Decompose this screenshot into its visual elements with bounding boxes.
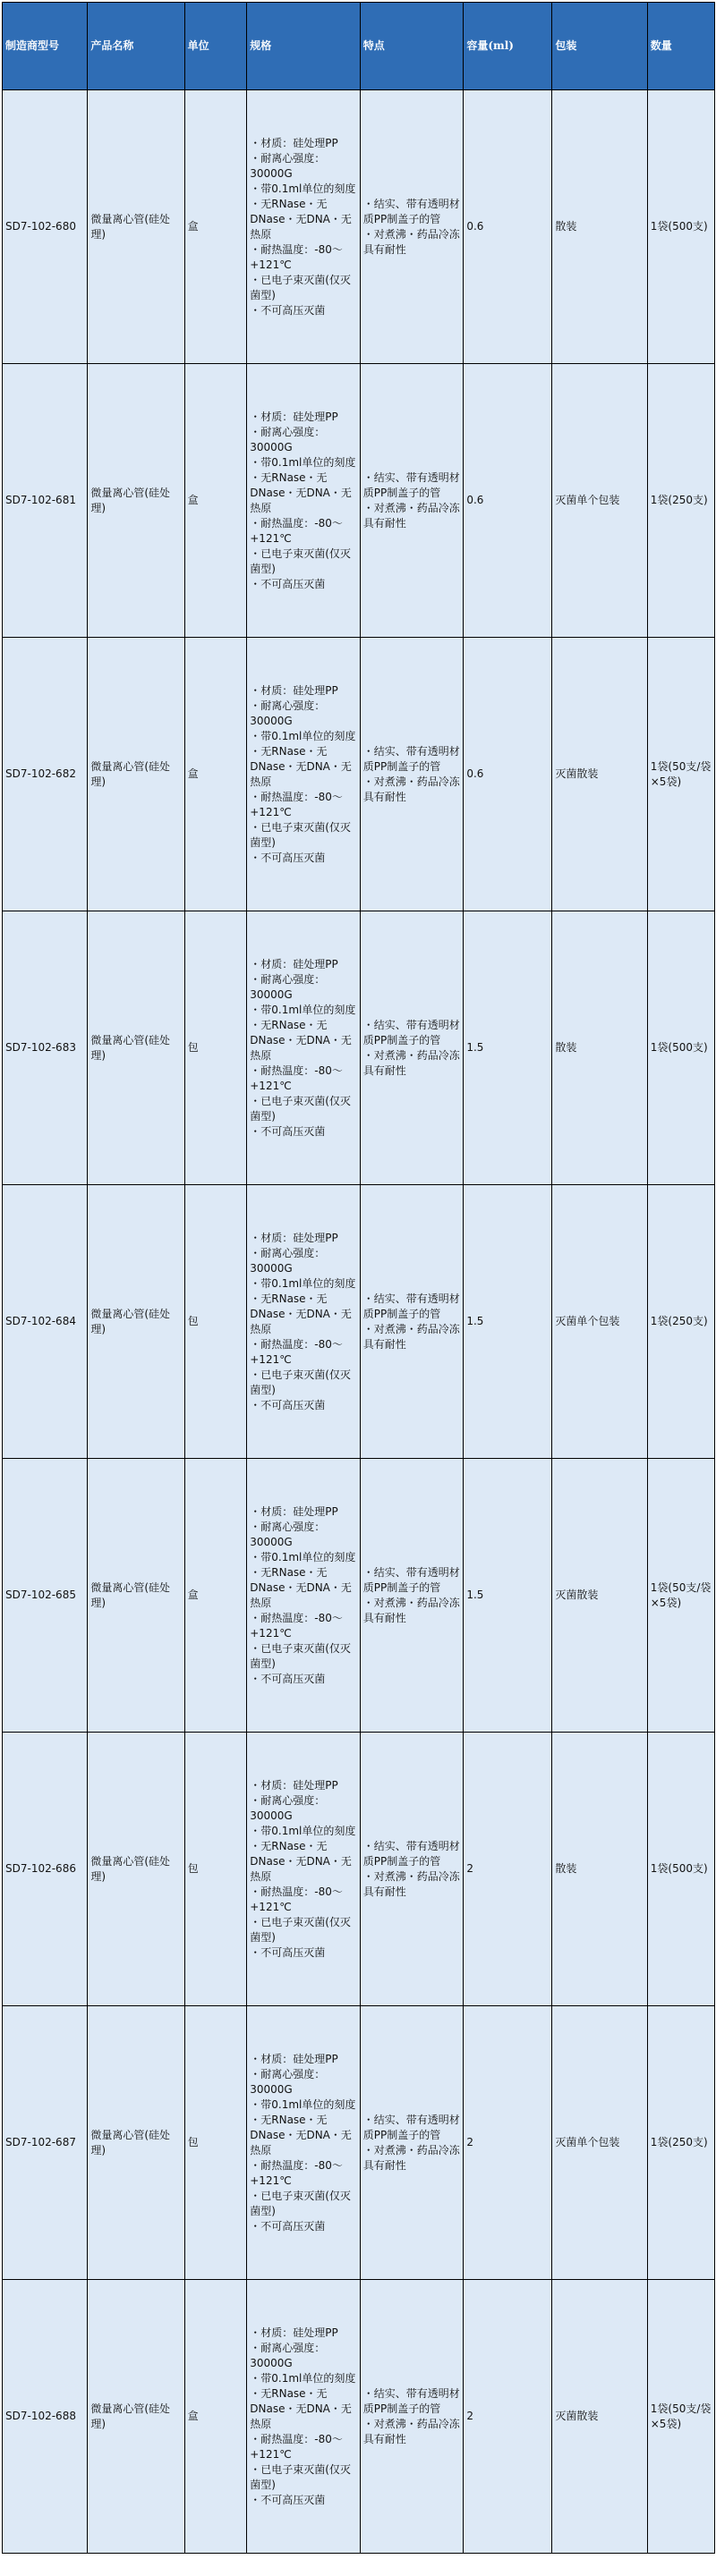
quantity-cell: 1袋(500支) [647,911,714,1185]
spec-line: ・带0.1ml单位的刻度 [250,1003,356,1016]
spec-line: ・无RNase・无DNase・无DNA・无热原 [250,197,352,241]
table-row [3,1459,715,1733]
spec-line: ・已电子束灭菌(仅灭菌型) [250,273,351,301]
table-body [3,90,715,2554]
feature-line: ・对煮沸・药品冷冻具有耐性 [362,501,460,530]
model-cell: SD7-102-681 [3,364,88,638]
feature-line: ・对煮沸・药品冷冻具有耐性 [362,1048,460,1077]
spec-line: ・带0.1ml单位的刻度 [250,2097,356,2111]
feature-line: ・结实、带有透明材质PP制盖子的管 [362,2113,460,2141]
spec-line: ・材质：硅处理PP [250,2052,338,2065]
spec-cell [247,1459,361,1733]
spec-line: ・耐热温度：-80～+121℃ [250,1063,343,1092]
features-cell [360,638,464,911]
spec-cell [247,1185,361,1459]
table-row [3,1733,715,2006]
spec-list [250,1778,357,1961]
feature-list [363,2113,461,2174]
capacity-cell: 0.6 [464,638,552,911]
feature-line: ・结实、带有透明材质PP制盖子的管 [362,1018,460,1046]
capacity-cell: 1.5 [464,911,552,1185]
spec-line: ・不可高压灭菌 [250,2219,326,2233]
spec-line: ・已电子束灭菌(仅灭菌型) [250,1641,351,1670]
spec-line: ・耐离心强度：30000G [250,2067,326,2096]
spec-line: ・已电子束灭菌(仅灭菌型) [250,1368,351,1396]
capacity-cell: 0.6 [464,90,552,364]
features-cell [360,2280,464,2554]
spec-line: ・耐热温度：-80～+121℃ [250,516,343,545]
feature-line: ・对煮沸・药品冷冻具有耐性 [362,227,460,256]
spec-line: ・材质：硅处理PP [250,136,338,149]
feature-list [363,1292,461,1352]
product-name-cell: 微量离心管(硅处理) [88,911,184,1185]
feature-line: ・对煮沸・药品冷冻具有耐性 [362,2417,460,2445]
quantity-cell: 1袋(50支/袋×5袋) [647,1459,714,1733]
feature-list [363,2386,461,2447]
spec-line: ・无RNase・无DNase・无DNA・无热原 [250,1565,352,1609]
quantity-cell: 1袋(500支) [647,90,714,364]
spec-line: ・无RNase・无DNase・无DNA・无热原 [250,2113,352,2157]
header-capacity: 容量(ml) [464,3,552,90]
table-row [3,364,715,638]
spec-line: ・材质：硅处理PP [250,1504,338,1518]
spec-line: ・材质：硅处理PP [250,1778,338,1792]
model-cell: SD7-102-686 [3,1733,88,2006]
spec-line: ・不可高压灭菌 [250,1124,326,1138]
spec-line: ・材质：硅处理PP [250,957,338,970]
spec-list [250,2326,357,2508]
spec-list [250,1504,357,1687]
spec-list [250,410,357,592]
spec-line: ・不可高压灭菌 [250,1945,326,1959]
model-cell: SD7-102-683 [3,911,88,1185]
capacity-cell: 1.5 [464,1185,552,1459]
spec-line: ・带0.1ml单位的刻度 [250,1550,356,1563]
spec-line: ・不可高压灭菌 [250,2493,326,2506]
spec-line: ・耐热温度：-80～+121℃ [250,1611,343,1640]
table-row [3,638,715,911]
quantity-cell: 1袋(250支) [647,2006,714,2280]
feature-line: ・对煮沸・药品冷冻具有耐性 [362,1322,460,1351]
feature-list [363,470,461,531]
spec-cell [247,2280,361,2554]
feature-line: ・结实、带有透明材质PP制盖子的管 [362,1565,460,1594]
model-cell: SD7-102-687 [3,2006,88,2280]
spec-line: ・已电子束灭菌(仅灭菌型) [250,2189,351,2217]
spec-line: ・材质：硅处理PP [250,683,338,697]
package-cell: 灭菌单个包装 [552,1185,647,1459]
table-header-row [3,3,715,90]
header-unit: 单位 [184,3,247,90]
spec-line: ・耐热温度：-80～+121℃ [250,2158,343,2187]
spec-list [250,683,357,866]
product-name-cell: 微量离心管(硅处理) [88,1459,184,1733]
header-model: 制造商型号 [3,3,88,90]
unit-cell: 盒 [184,1459,247,1733]
feature-line: ・结实、带有透明材质PP制盖子的管 [362,1292,460,1320]
product-name-cell: 微量离心管(硅处理) [88,90,184,364]
spec-line: ・耐热温度：-80～+121℃ [250,2432,343,2461]
package-cell: 灭菌单个包装 [552,364,647,638]
unit-cell: 盒 [184,638,247,911]
spec-line: ・不可高压灭菌 [250,577,326,590]
capacity-cell: 2 [464,2006,552,2280]
features-cell [360,90,464,364]
spec-line: ・已电子束灭菌(仅灭菌型) [250,1094,351,1123]
spec-line: ・已电子束灭菌(仅灭菌型) [250,547,351,575]
package-cell: 灭菌单个包装 [552,2006,647,2280]
header-package: 包装 [552,3,647,90]
capacity-cell: 2 [464,2280,552,2554]
quantity-cell: 1袋(50支/袋×5袋) [647,638,714,911]
spec-line: ・材质：硅处理PP [250,1231,338,1244]
feature-line: ・结实、带有透明材质PP制盖子的管 [362,470,460,499]
quantity-cell: 1袋(250支) [647,1185,714,1459]
spec-line: ・带0.1ml单位的刻度 [250,1824,356,1837]
feature-list [363,197,461,258]
model-cell: SD7-102-680 [3,90,88,364]
features-cell [360,2006,464,2280]
spec-list [250,136,357,318]
spec-line: ・已电子束灭菌(仅灭菌型) [250,1915,351,1944]
spec-line: ・带0.1ml单位的刻度 [250,455,356,469]
feature-line: ・结实、带有透明材质PP制盖子的管 [362,1839,460,1868]
capacity-cell: 0.6 [464,364,552,638]
package-cell: 散装 [552,1733,647,2006]
table-row [3,2006,715,2280]
features-cell [360,1459,464,1733]
model-cell: SD7-102-688 [3,2280,88,2554]
feature-list [363,1018,461,1079]
quantity-cell: 1袋(250支) [647,364,714,638]
product-name-cell: 微量离心管(硅处理) [88,2280,184,2554]
feature-list [363,1839,461,1900]
header-product-name: 产品名称 [88,3,184,90]
spec-line: ・不可高压灭菌 [250,1398,326,1411]
spec-cell [247,364,361,638]
spec-cell [247,638,361,911]
feature-line: ・对煮沸・药品冷冻具有耐性 [362,1869,460,1898]
spec-line: ・无RNase・无DNase・无DNA・无热原 [250,2386,352,2430]
package-cell: 散装 [552,90,647,364]
spec-list [250,2052,357,2234]
spec-list [250,1231,357,1413]
spec-line: ・耐离心强度：30000G [250,425,326,453]
spec-line: ・耐离心强度：30000G [250,972,326,1001]
spec-line: ・无RNase・无DNase・无DNA・无热原 [250,744,352,788]
unit-cell: 包 [184,1185,247,1459]
features-cell [360,911,464,1185]
feature-line: ・结实、带有透明材质PP制盖子的管 [362,2386,460,2415]
spec-line: ・材质：硅处理PP [250,410,338,423]
unit-cell: 盒 [184,2280,247,2554]
header-quantity: 数量 [647,3,714,90]
product-name-cell: 微量离心管(硅处理) [88,364,184,638]
features-cell [360,364,464,638]
package-cell: 灭菌散装 [552,638,647,911]
unit-cell: 包 [184,2006,247,2280]
spec-line: ・带0.1ml单位的刻度 [250,182,356,195]
table-row [3,2280,715,2554]
unit-cell: 包 [184,1733,247,2006]
spec-line: ・不可高压灭菌 [250,1672,326,1685]
product-name-cell: 微量离心管(硅处理) [88,2006,184,2280]
spec-line: ・耐热温度：-80～+121℃ [250,242,343,271]
spec-line: ・不可高压灭菌 [250,851,326,864]
product-name-cell: 微量离心管(硅处理) [88,1185,184,1459]
spec-cell [247,1733,361,2006]
spec-line: ・耐离心强度：30000G [250,699,326,727]
package-cell: 散装 [552,911,647,1185]
spec-line: ・材质：硅处理PP [250,2326,338,2339]
table-row [3,1185,715,1459]
spec-cell [247,90,361,364]
spec-line: ・耐离心强度：30000G [250,1520,326,1548]
spec-cell [247,911,361,1185]
quantity-cell: 1袋(50支/袋×5袋) [647,2280,714,2554]
header-spec: 规格 [247,3,361,90]
product-name-cell: 微量离心管(硅处理) [88,1733,184,2006]
product-spec-table [2,2,715,2554]
model-cell: SD7-102-684 [3,1185,88,1459]
spec-line: ・带0.1ml单位的刻度 [250,729,356,742]
unit-cell: 包 [184,911,247,1185]
model-cell: SD7-102-685 [3,1459,88,1733]
spec-line: ・无RNase・无DNase・无DNA・无热原 [250,1292,352,1335]
spec-line: ・耐离心强度：30000G [250,1793,326,1822]
spec-line: ・耐热温度：-80～+121℃ [250,790,343,818]
model-cell: SD7-102-682 [3,638,88,911]
spec-cell [247,2006,361,2280]
spec-line: ・带0.1ml单位的刻度 [250,1276,356,1290]
quantity-cell: 1袋(500支) [647,1733,714,2006]
spec-line: ・无RNase・无DNase・无DNA・无热原 [250,470,352,514]
feature-line: ・对煮沸・药品冷冻具有耐性 [362,775,460,803]
features-cell [360,1185,464,1459]
unit-cell: 盒 [184,364,247,638]
feature-line: ・结实、带有透明材质PP制盖子的管 [362,744,460,773]
features-cell [360,1733,464,2006]
package-cell: 灭菌散装 [552,2280,647,2554]
table-row [3,90,715,364]
spec-line: ・耐热温度：-80～+121℃ [250,1337,343,1366]
spec-list [250,957,357,1140]
feature-list [363,744,461,805]
spec-line: ・已电子束灭菌(仅灭菌型) [250,820,351,849]
table-row [3,911,715,1185]
spec-line: ・已电子束灭菌(仅灭菌型) [250,2462,351,2491]
spec-line: ・耐离心强度：30000G [250,2341,326,2369]
capacity-cell: 2 [464,1733,552,2006]
spec-line: ・耐离心强度：30000G [250,1246,326,1275]
spec-line: ・耐离心强度：30000G [250,151,326,180]
spec-line: ・带0.1ml单位的刻度 [250,2371,356,2385]
spec-line: ・不可高压灭菌 [250,303,326,317]
unit-cell: 盒 [184,90,247,364]
feature-line: ・对煮沸・药品冷冻具有耐性 [362,2143,460,2172]
spec-line: ・无RNase・无DNase・无DNA・无热原 [250,1018,352,1062]
feature-line: ・对煮沸・药品冷冻具有耐性 [362,1596,460,1624]
capacity-cell: 1.5 [464,1459,552,1733]
feature-list [363,1565,461,1626]
feature-line: ・结实、带有透明材质PP制盖子的管 [362,197,460,225]
package-cell: 灭菌散装 [552,1459,647,1733]
product-name-cell: 微量离心管(硅处理) [88,638,184,911]
header-features: 特点 [360,3,464,90]
spec-line: ・耐热温度：-80～+121℃ [250,1885,343,1913]
spec-line: ・无RNase・无DNase・无DNA・无热原 [250,1839,352,1883]
